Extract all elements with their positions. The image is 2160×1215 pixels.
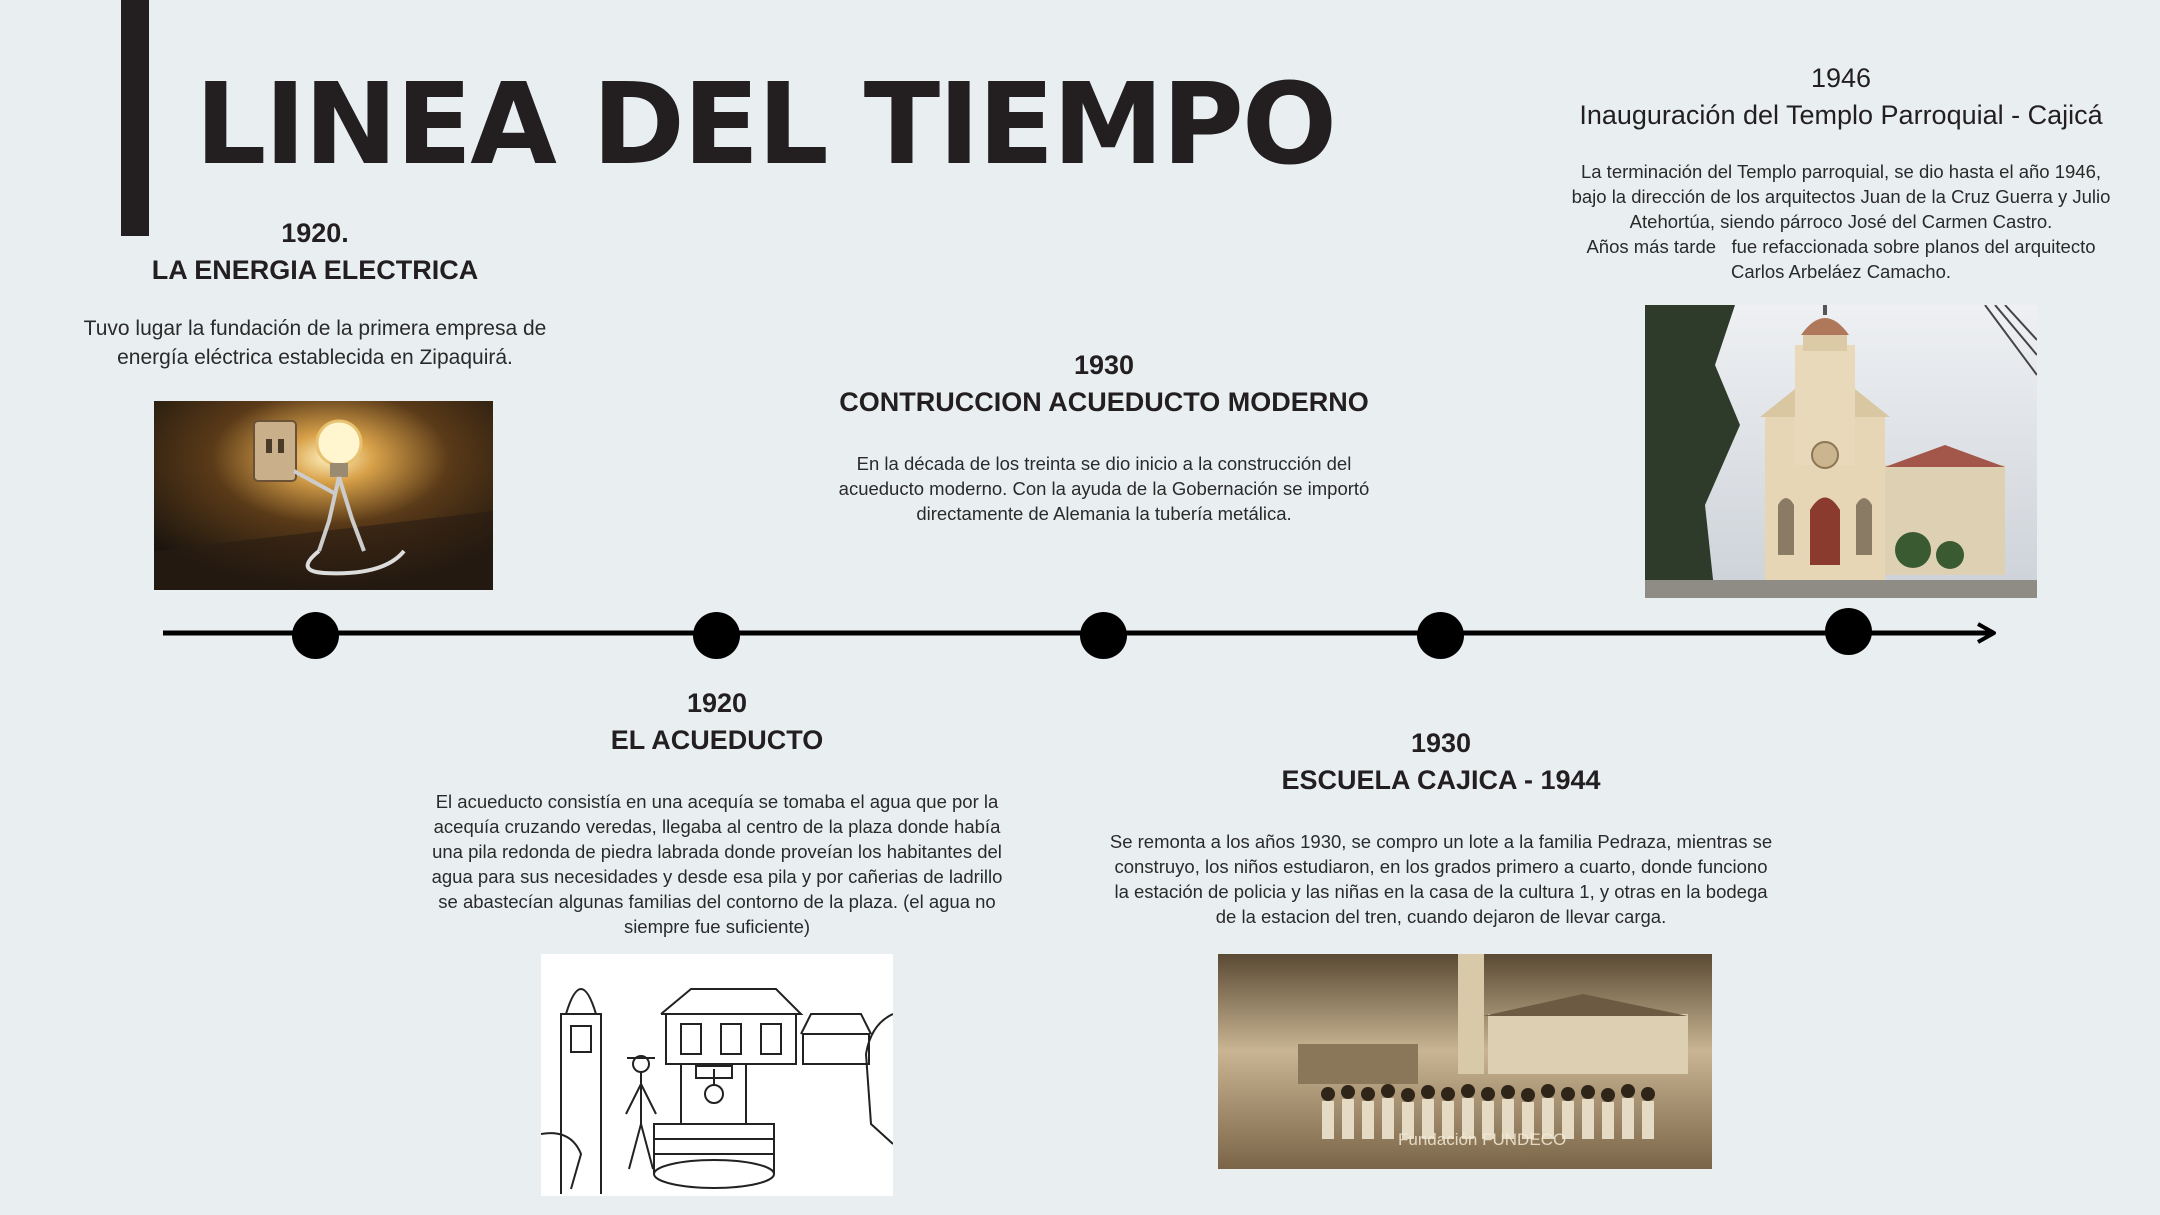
event-description: Se remonta a los años 1930, se compro un lote a la familia Pedraza, mientras se construyo, los niños estudiaron, en los grados primero a cuarto, donde funciono la estación de policia y las niñas en la casa de la cultura 1, y otras en la bodega de la estacion del tren, cuando dejaron de llevar carga. [1109,831,1773,927]
event-title: Inauguración del Templo Parroquial - Cajicá [1579,100,2103,130]
school-photo [1218,954,1712,1169]
aqueduct-sketch [541,954,893,1196]
church-photo [1645,305,2037,598]
description-line: Años más tarde fue refaccionada sobre planos del arquitecto [1586,236,2096,257]
event-year: 1930 [1073,350,1135,380]
photo-caption: Fundación FUNDECO [1398,1130,1567,1149]
title-accent-bar [121,0,149,236]
event-description: En la década de los treinta se dio inicio a la construcción del acueducto moderno. Con la ayuda de la Gobernación se importó directamente de Alemania la tubería metálica. [838,453,1370,524]
event-year: 1946 [1810,63,1872,93]
description-line: La terminación del Templo parroquial, se dio hasta el año 1946, [1580,161,2102,182]
event-templo-parroquial [1560,60,2122,284]
event-title: CONTRUCCION ACUEDUCTO MODERNO [839,387,1369,417]
light-bulb-photo [154,401,493,590]
timeline-marker-1930-acueducto-moderno [1080,612,1127,659]
event-year: 1920 [686,688,748,718]
event-description: El acueducto consistía en una acequía se tomaba el agua que por la acequía cruzando veredas, llegaba al centro de la plaza donde había una pila redonda de piedra labrada donde proveían los habitantes del agua para sus necesidades y desde esa pila y por cañerias de ladrillo se abastecían algunas familias del contorno de la plaza. (el agua no siempre fue suficiente) [431,791,1003,937]
event-energia-electrica [60,215,570,372]
description-line: Carlos Arbeláez Camacho. [1730,261,1952,282]
light-bulb-illustration [154,401,493,590]
description-line: bajo la dirección de los arquitectos Juan de la Cruz Guerra y Julio [1571,186,2111,207]
timeline-marker-1946-templo [1825,608,1872,655]
church-photo-image [1645,305,2037,598]
event-title: EL ACUEDUCTO [610,725,824,755]
event-escuela-cajica [1108,725,1774,929]
event-year: 1920. [281,218,349,248]
page-title: LINEA DEL TIEMPO [195,60,1336,190]
timeline-marker-1920-acueducto [693,612,740,659]
timeline-arrowhead [1978,624,1994,642]
event-description: Tuvo lugar la fundación de la primera empresa de energía eléctrica establecida en Zipaquirá. [83,317,547,369]
event-description [1560,159,2122,284]
timeline-marker-1920-energia [292,612,339,659]
event-el-acueducto [420,685,1014,939]
timeline-marker-1930-escuela [1417,612,1464,659]
event-title: ESCUELA CAJICA - 1944 [1281,765,1601,795]
description-line: Atehortúa, siendo párroco José del Carmen Castro. [1629,211,2053,232]
event-year: 1930 [1410,728,1472,758]
event-title: LA ENERGIA ELECTRICA [151,255,479,285]
event-acueducto-moderno [830,347,1378,526]
aqueduct-sketch-drawing [541,954,893,1196]
